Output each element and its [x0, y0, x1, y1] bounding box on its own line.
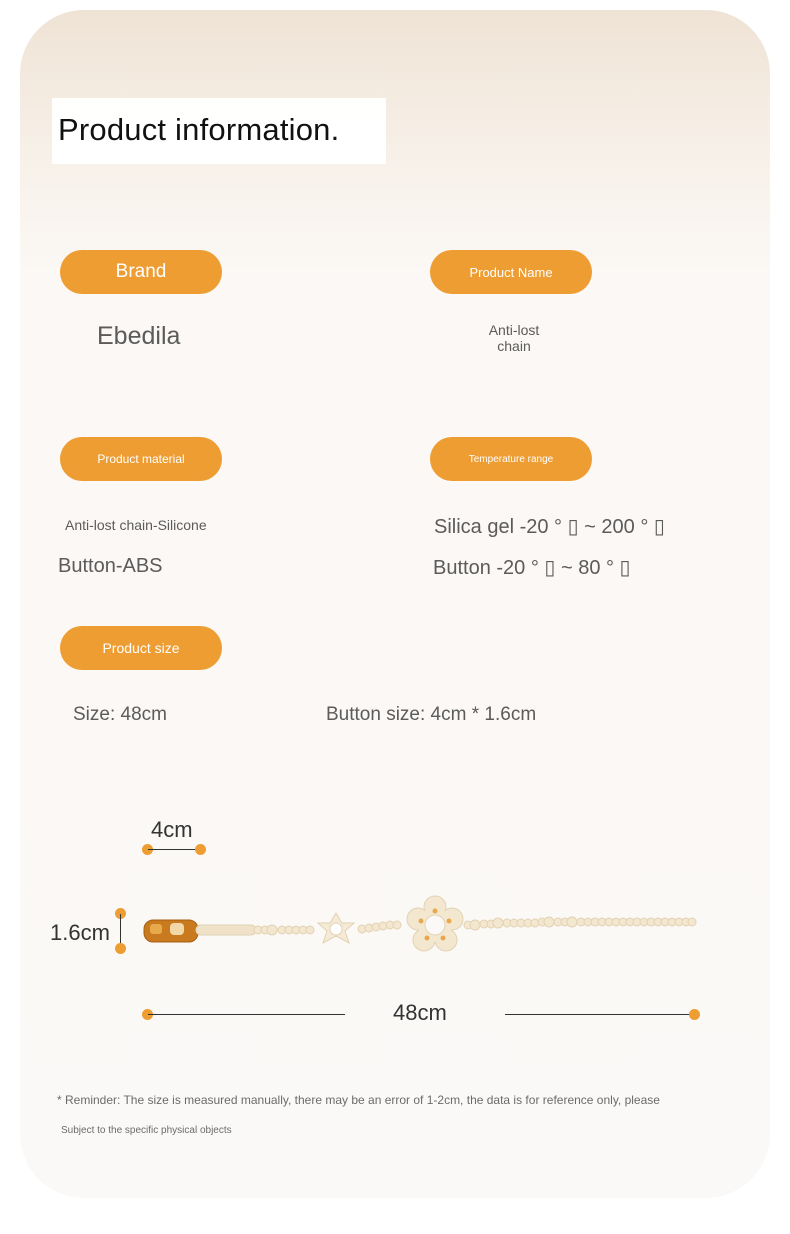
product-name-value [454, 322, 574, 354]
height-dim-bottom-dot [115, 943, 126, 954]
width-dimension-label: 4cm [151, 817, 193, 842]
height-dimension-label: 1.6cm [50, 920, 110, 945]
product-name-line-1: Anti-lost [488, 322, 540, 338]
size-value: Size: 48cm [73, 704, 167, 725]
temperature-line-2: Button -20 ° ▯ ~ 80 ° ▯ [433, 557, 631, 579]
button-size-value: Button size: 4cm * 1.6cm [326, 704, 537, 725]
reminder-line-2: Subject to the specific physical objects [61, 1125, 232, 1136]
size-label-pill: Product size [60, 626, 222, 670]
width-dim-right-dot [195, 844, 206, 855]
material-line-1: Anti-lost chain-Silicone [65, 517, 207, 533]
product-name-label-pill: Product Name [430, 250, 592, 294]
brand-value: Ebedila [97, 322, 181, 350]
product-name-line-2: chain [497, 338, 531, 354]
length-dim-right-dot [689, 1009, 700, 1020]
length-dimension-label: 48cm [393, 1000, 447, 1025]
reminder-line-1: * Reminder: The size is measured manually, there may be an error of 1-2cm, the data is for reference only, please [57, 1093, 660, 1107]
temperature-label-pill: Temperature range [430, 437, 592, 481]
material-line-2: Button-ABS [58, 555, 163, 577]
temperature-line-1: Silica gel -20 ° ▯ ~ 200 ° ▯ [434, 516, 665, 538]
length-dim-line-right [505, 1014, 694, 1015]
material-label-pill: Product material [60, 437, 222, 481]
width-dim-line [148, 849, 200, 850]
anti-lost-chain-illustration [140, 895, 700, 965]
brand-label-pill: Brand [60, 250, 222, 294]
length-dim-line-left [148, 1014, 345, 1015]
page-title: Product information. [58, 112, 340, 147]
